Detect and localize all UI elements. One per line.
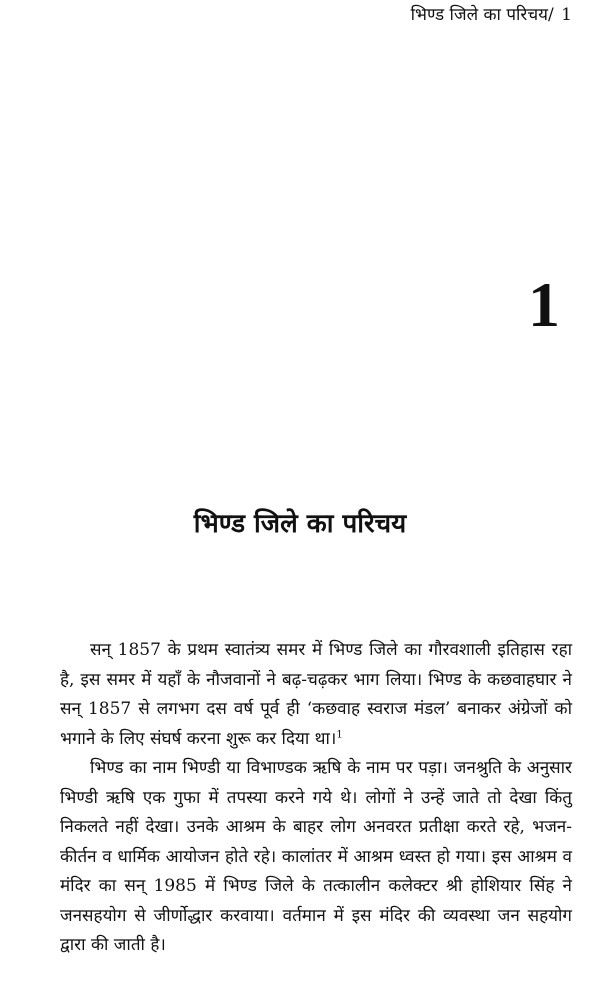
paragraph-1-text: सन् 1857 के प्रथम स्वातंत्र्य समर में भिण्ड जिले का गौरवशाली इतिहास रहा है, इस समर में यहाँ के नौजवानों ने बढ़-चढ़कर भाग लिया। भिण्ड के कछवाहघार ने सन् 1857 से लगभग दस वर्ष पूर्व ही ‘कछवाह स्वराज मंडल’ बनाकर अंग्रेजों को भगाने के लिए संघर्ष करना शुरू कर दिया था। [60,640,572,749]
paragraph-1 [60,636,572,754]
paragraph-2-text: भिण्ड का नाम भिण्डी या विभाण्डक ऋषि के नाम पर पड़ा। जनश्रुति के अनुसार भिण्डी ऋषि एक गुफा में तपस्या करने गये थे। लोगों ने उन्हें जाते तो देखा किंतु निकलते नहीं देखा। उनके आश्रम के बाहर लोग अनवरत प्रतीक्षा करते रहे, भजन-कीर्तन व धार्मिक आयोजन होते रहे। कालांतर में आश्रम ध्वस्त हो गया। इस आश्रम व मंदिर का सन् 1985 में भिण्ड जिले के तत्कालीन कलेक्टर श्री होशियार सिंह ने जनसहयोग से जीर्णोद्धार करवाया। वर्तमान में इस मंदिर की व्यवस्था जन सहयोग द्वारा की जाती है। [60,758,572,955]
running-head [411,4,572,26]
page-number: 1 [561,5,572,25]
running-head-title: भिण्ड जिले का परिचय/ [410,5,554,25]
footnote-marker: 1 [336,728,343,740]
paragraph-2 [60,754,572,961]
chapter-title: भिण्ड जिले का परिचय [193,509,407,539]
chapter-number: 1 [528,269,560,340]
body-text [60,636,572,961]
